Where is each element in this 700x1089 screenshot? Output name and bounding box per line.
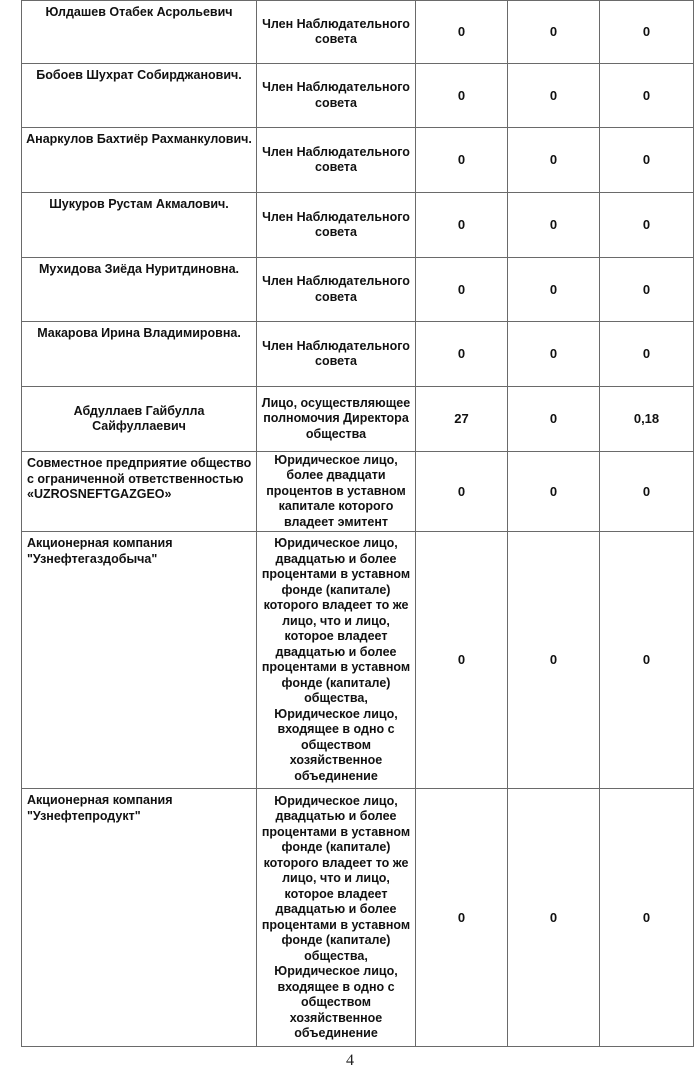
value-cell: 0 xyxy=(600,193,694,258)
value-cell: 0 xyxy=(508,387,600,452)
value-cell: 0 xyxy=(600,452,694,532)
company-name: Акционерная компания "Узнефтегаздобыча" xyxy=(22,532,257,789)
table-row xyxy=(22,532,694,789)
value-cell: 0 xyxy=(508,1,600,64)
relation-basis: Юридическое лицо, более двадцати процентов в уставном капитале которого владеет эмитент xyxy=(257,452,416,532)
value-cell: 0 xyxy=(416,258,508,322)
value-cell: 0 xyxy=(416,1,508,64)
value-cell: 0 xyxy=(416,193,508,258)
value-cell: 0 xyxy=(416,452,508,532)
person-name: Макарова Ирина Владимировна. xyxy=(22,322,257,387)
value-cell: 0 xyxy=(508,322,600,387)
value-cell: 0 xyxy=(600,789,694,1047)
relation-basis: Член Наблюдательного совета xyxy=(257,193,416,258)
value-cell: 0 xyxy=(600,258,694,322)
value-cell: 27 xyxy=(416,387,508,452)
relation-basis: Член Наблюдательного совета xyxy=(257,322,416,387)
table-row xyxy=(22,789,694,1047)
value-cell: 0 xyxy=(508,128,600,193)
table-row xyxy=(22,64,694,128)
relation-basis: Юридическое лицо, двадцатью и более процентами в уставном фонде (капитале) которого владеет то же лицо, что и лицо, которое владеет двадцатью и более процентами в уставном фонде (капитале) общества, Юридическое лицо, входящее в одно с обществом хозяйственное объединение xyxy=(257,532,416,789)
affiliates-table xyxy=(21,0,694,1047)
company-name: Совместное предприятие общество с ограниченной ответственностью «UZROSNEFTGAZGEO» xyxy=(22,452,257,532)
table-row xyxy=(22,452,694,532)
person-name: Бобоев Шухрат Собирджанович. xyxy=(22,64,257,128)
value-cell: 0 xyxy=(416,64,508,128)
value-cell: 0 xyxy=(600,1,694,64)
page-number: 4 xyxy=(346,1052,354,1069)
value-cell: 0 xyxy=(508,64,600,128)
person-name: Мухидова Зиёда Нуритдиновна. xyxy=(22,258,257,322)
person-name: Юлдашев Отабек Асрольевич xyxy=(22,1,257,64)
table-row xyxy=(22,128,694,193)
relation-basis: Член Наблюдательного совета xyxy=(257,258,416,322)
table-row xyxy=(22,258,694,322)
relation-basis: Член Наблюдательного совета xyxy=(257,64,416,128)
relation-basis: Юридическое лицо, двадцатью и более процентами в уставном фонде (капитале) которого владеет то же лицо, что и лицо, которое владеет двадцатью и более процентами в уставном фонде (капитале) общества, Юридическое лицо, входящее в одно с обществом хозяйственное объединение xyxy=(257,789,416,1047)
value-cell: 0 xyxy=(416,532,508,789)
company-name: Акционерная компания "Узнефтепродукт" xyxy=(22,789,257,1047)
relation-basis: Член Наблюдательного совета xyxy=(257,128,416,193)
relation-basis: Лицо, осуществляющее полномочия Директора общества xyxy=(257,387,416,452)
value-cell: 0 xyxy=(600,322,694,387)
relation-basis: Член Наблюдательного совета xyxy=(257,1,416,64)
person-name: Анаркулов Бахтиёр Рахманкулович. xyxy=(22,128,257,193)
person-name: Абдуллаев Гайбулла Сайфуллаевич xyxy=(22,387,257,452)
table-row xyxy=(22,193,694,258)
table-row xyxy=(22,387,694,452)
value-cell: 0 xyxy=(508,193,600,258)
value-cell: 0 xyxy=(600,64,694,128)
value-cell: 0 xyxy=(508,789,600,1047)
value-cell: 0 xyxy=(416,789,508,1047)
value-cell: 0 xyxy=(600,128,694,193)
value-cell: 0 xyxy=(508,452,600,532)
table-row xyxy=(22,322,694,387)
value-cell: 0 xyxy=(508,258,600,322)
table-row xyxy=(22,1,694,64)
value-cell: 0 xyxy=(600,532,694,789)
person-name: Шукуров Рустам Акмалович. xyxy=(22,193,257,258)
value-cell: 0,18 xyxy=(600,387,694,452)
value-cell: 0 xyxy=(416,322,508,387)
value-cell: 0 xyxy=(508,532,600,789)
value-cell: 0 xyxy=(416,128,508,193)
